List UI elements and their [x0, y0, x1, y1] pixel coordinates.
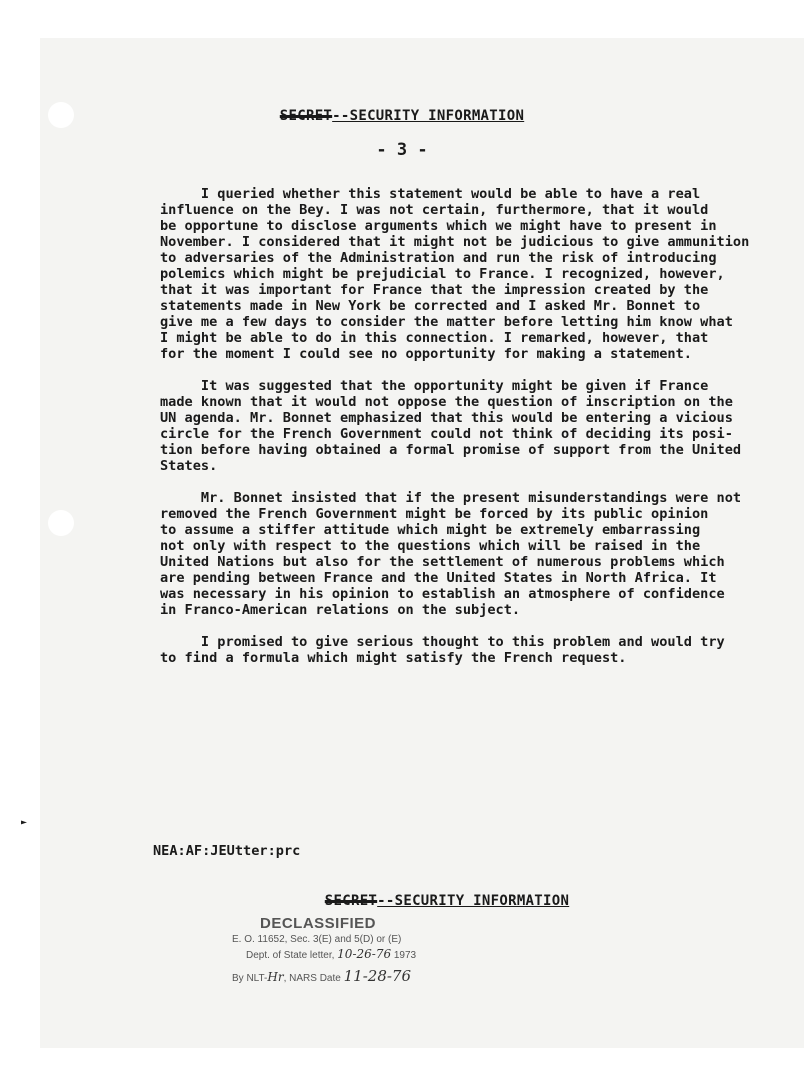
text-line: made known that it would not oppose the question of inscription on the: [160, 394, 733, 410]
margin-mark: ►: [21, 817, 28, 828]
paragraph: [160, 634, 750, 666]
text-line: are pending between France and the United States in North Africa. It: [160, 570, 717, 586]
struck-classification: SECRET: [279, 108, 333, 124]
declassification-stamp: [232, 915, 416, 986]
text-line: in Franco-American relations on the subject.: [160, 602, 521, 618]
paragraph: [160, 378, 750, 474]
paragraph: [160, 186, 750, 362]
text-line: I might be able to do in this connection. I remarked, however, that: [160, 330, 709, 346]
text-line: United Nations but also for the settlement of numerous problems which: [160, 554, 725, 570]
text-line: Mr. Bonnet insisted that if the present misunderstandings were not: [160, 490, 742, 506]
stamp-title: DECLASSIFIED: [260, 915, 377, 932]
text-line: that it was important for France that the impression created by the: [160, 282, 709, 298]
stamp-line-letter: Dept. of State letter, 10-26-76 1973: [246, 947, 417, 961]
text-line: for the moment I could see no opportunity for making a statement.: [160, 346, 692, 362]
text-line: removed the French Government might be forced by its public opinion: [160, 506, 709, 522]
classification-text: --SECURITY INFORMATION: [377, 893, 570, 909]
text-line: influence on the Bey. I was not certain, furthermore, that it would: [160, 202, 709, 218]
struck-classification: SECRET: [324, 893, 378, 909]
text-line: polemics which might be prejudicial to France. I recognized, however,: [160, 266, 725, 282]
memo-body: [160, 186, 750, 682]
classification-header: [0, 108, 804, 124]
text-line: November. I considered that it might not be judicious to give ammunition: [160, 234, 750, 250]
text-line: statements made in New York be corrected and I asked Mr. Bonnet to: [160, 298, 701, 314]
text-line: UN agenda. Mr. Bonnet emphasized that this would be entering a vicious: [160, 410, 733, 426]
page-number: - 3 -: [376, 140, 428, 160]
stamp-line-authority: E. O. 11652, Sec. 3(E) and 5(D) or (E): [232, 934, 402, 945]
classification-text: --SECURITY INFORMATION: [332, 108, 525, 124]
text-line: circle for the French Government could not think of deciding its posi-: [160, 426, 733, 442]
text-line: I promised to give serious thought to this problem and would try: [160, 634, 725, 650]
punch-hole: [48, 510, 74, 536]
text-line: give me a few days to consider the matter before letting him know what: [160, 314, 733, 330]
text-line: not only with respect to the questions which will be raised in the: [160, 538, 701, 554]
text-line: States.: [160, 458, 218, 474]
text-line: to find a formula which might satisfy the French request.: [160, 650, 627, 666]
text-line: It was suggested that the opportunity might be given if France: [160, 378, 709, 394]
classification-footer: [0, 893, 804, 909]
text-line: tion before having obtained a formal promise of support from the United: [160, 442, 742, 458]
text-line: be opportune to disclose arguments which we might have to present in: [160, 218, 717, 234]
paragraph: [160, 490, 750, 618]
text-line: was necessary in his opinion to establish an atmosphere of confidence: [160, 586, 725, 602]
text-line: to adversaries of the Administration and run the risk of introducing: [160, 250, 717, 266]
stamp-line-by: By NLT-Hr, NARS Date 11-28-76: [232, 967, 412, 985]
text-line: I queried whether this statement would be able to have a real: [160, 186, 701, 202]
text-line: to assume a stiffer attitude which might be extremely embarrassing: [160, 522, 701, 538]
reference-initials: NEA:AF:JEUtter:prc: [153, 843, 301, 859]
